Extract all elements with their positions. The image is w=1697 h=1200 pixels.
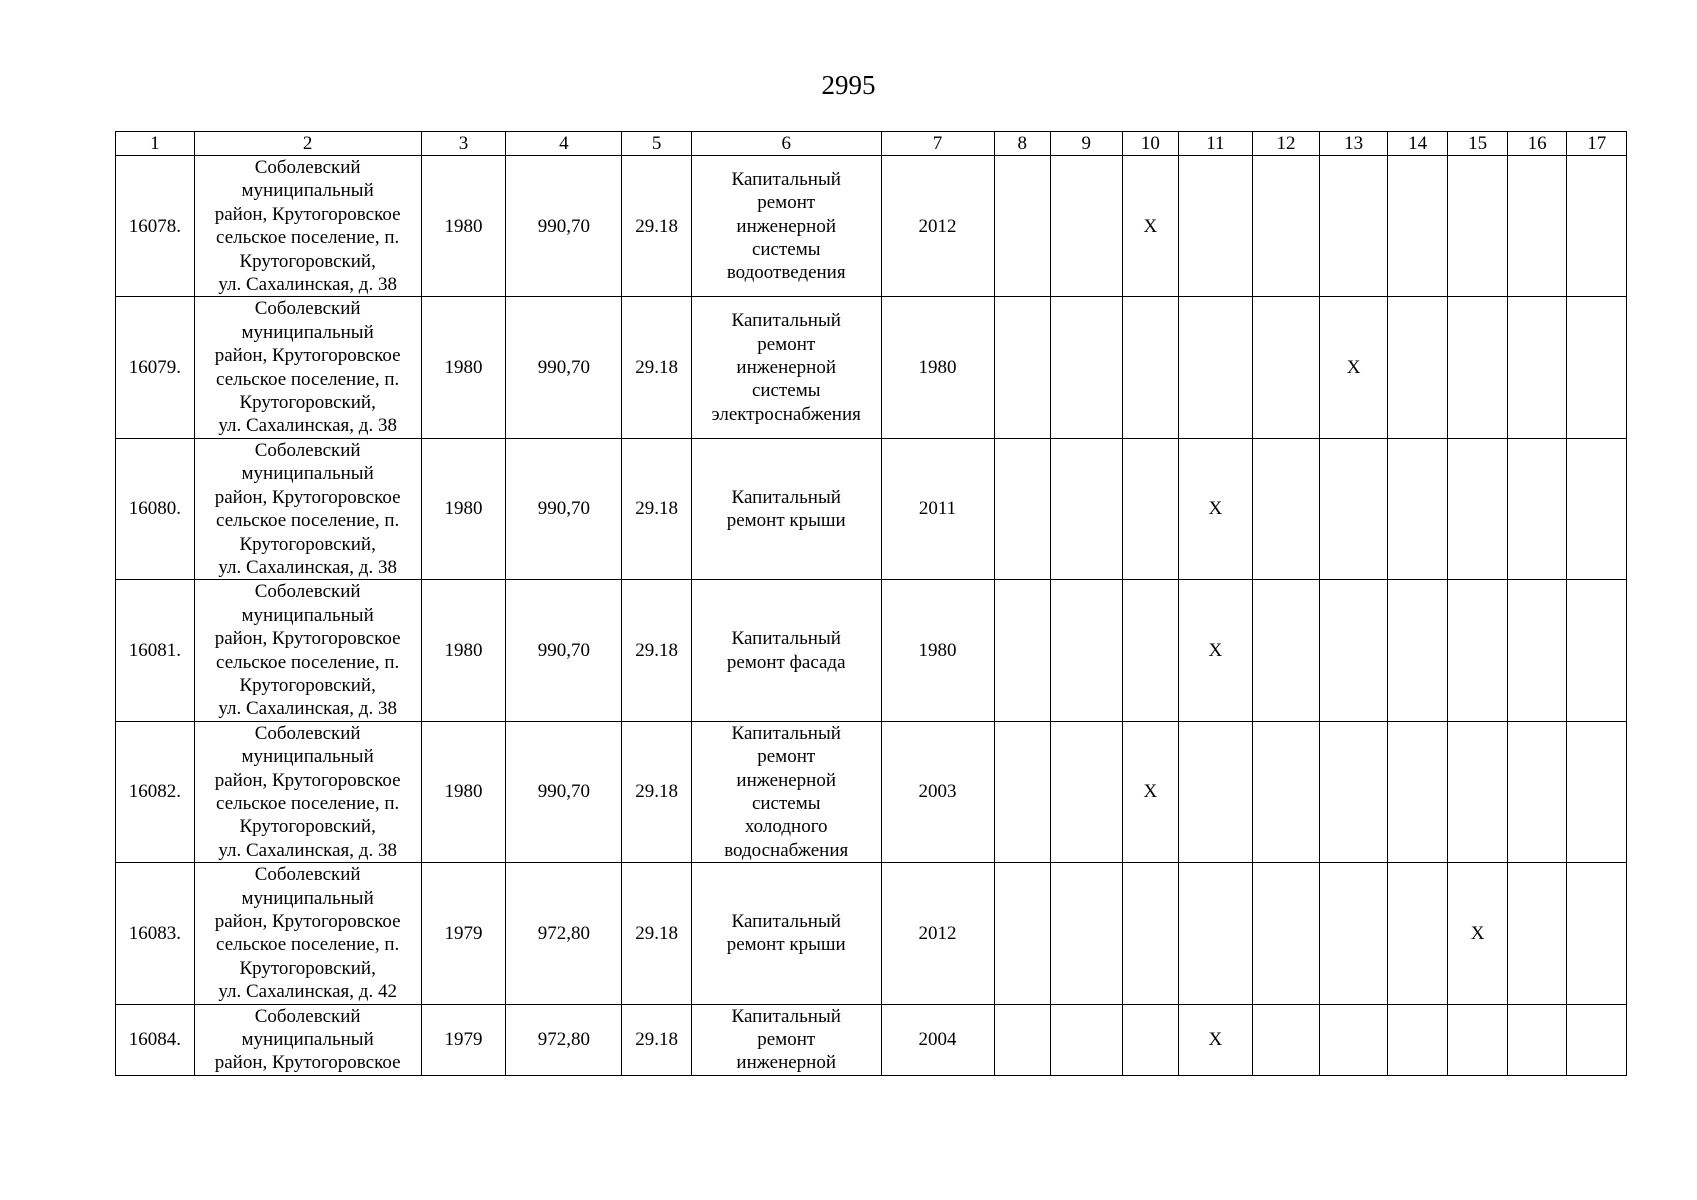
build-year-cell: 1980	[421, 297, 506, 438]
column-header: 1	[116, 132, 195, 156]
period-mark-cell: X	[1448, 863, 1508, 1004]
address-line: Соболевский	[254, 157, 361, 178]
period-cell	[1179, 863, 1253, 1004]
table-row	[116, 438, 1627, 579]
address-line: муниципальный	[241, 463, 374, 485]
row-number-cell: 16080.	[116, 438, 195, 579]
column-number-header	[116, 132, 1627, 156]
work-type-line: холодного	[744, 816, 828, 838]
address-line: ул. Сахалинская, д. 38	[218, 274, 397, 296]
address-line: ул. Сахалинская, д. 38	[218, 839, 397, 861]
address-line: Соболевский	[254, 439, 361, 461]
address-line: Соболевский	[254, 1005, 361, 1027]
row-number-cell: 16084.	[116, 1004, 195, 1075]
area-cell: 972,80	[506, 863, 622, 1004]
address-line: Крутогоровский,	[239, 533, 376, 555]
period-cell	[1387, 721, 1448, 862]
address-line: район, Крутогоровское	[214, 769, 401, 791]
address-cell	[194, 438, 421, 579]
period-cell	[1507, 156, 1567, 297]
area-cell: 990,70	[506, 297, 622, 438]
address-line: муниципальный	[241, 180, 374, 202]
code-cell: 29.18	[622, 156, 692, 297]
area-cell: 990,70	[506, 721, 622, 862]
period-cell	[1567, 580, 1627, 721]
work-type-line: ремонт	[757, 746, 816, 768]
period-cell	[1448, 297, 1508, 438]
build-year-cell: 1980	[421, 580, 506, 721]
column-header: 2	[194, 132, 421, 156]
period-cell	[1567, 297, 1627, 438]
period-cell	[1387, 1004, 1448, 1075]
address-cell	[194, 863, 421, 1004]
last-repair-year-cell: 2004	[881, 1004, 994, 1075]
work-type-line: Капитальный	[731, 168, 841, 190]
address-cell	[194, 156, 421, 297]
period-cell	[1448, 1004, 1508, 1075]
row-number-cell: 16079.	[116, 297, 195, 438]
address-line: сельское поселение, п.	[216, 368, 400, 390]
build-year-cell: 1980	[421, 438, 506, 579]
work-type-line: системы	[751, 238, 821, 260]
period-cell	[1320, 438, 1388, 579]
address-line: Соболевский	[254, 864, 361, 886]
period-cell	[1179, 297, 1253, 438]
period-cell	[1507, 297, 1567, 438]
work-type-line: Капитальный	[731, 911, 841, 932]
period-cell	[1122, 297, 1178, 438]
period-cell	[1252, 1004, 1320, 1075]
period-cell	[994, 863, 1050, 1004]
period-mark-cell: X	[1179, 438, 1253, 579]
column-header: 16	[1507, 132, 1567, 156]
work-type-line: системы	[751, 792, 821, 814]
address-line: муниципальный	[241, 604, 374, 626]
period-cell	[1252, 156, 1320, 297]
column-header: 3	[421, 132, 506, 156]
work-type-line: ремонт фасада	[726, 651, 846, 673]
period-cell	[1387, 156, 1448, 297]
address-line: ул. Сахалинская, д. 42	[218, 981, 397, 1003]
address-line: Крутогоровский,	[239, 957, 376, 979]
code-cell: 29.18	[622, 1004, 692, 1075]
work-type-line: Капитальный	[731, 1005, 841, 1027]
table-row	[116, 863, 1627, 1004]
work-type-cell	[691, 438, 881, 579]
work-type-cell	[691, 863, 881, 1004]
address-line: район, Крутогоровское	[214, 486, 401, 508]
period-cell	[1507, 438, 1567, 579]
code-cell: 29.18	[622, 721, 692, 862]
period-cell	[994, 580, 1050, 721]
column-header: 8	[994, 132, 1050, 156]
work-type-line: системы	[751, 380, 821, 402]
period-cell	[1252, 863, 1320, 1004]
period-cell	[1122, 438, 1178, 579]
address-line: Соболевский	[254, 298, 361, 320]
period-cell	[1252, 721, 1320, 862]
period-cell	[1387, 297, 1448, 438]
period-cell	[1567, 721, 1627, 862]
column-header: 6	[691, 132, 881, 156]
work-type-line: Капитальный	[731, 310, 841, 332]
last-repair-year-cell: 2012	[881, 156, 994, 297]
period-cell	[994, 156, 1050, 297]
column-header: 15	[1448, 132, 1508, 156]
period-cell	[1050, 1004, 1122, 1075]
table-row	[116, 1004, 1627, 1075]
work-type-cell	[691, 1004, 881, 1075]
period-cell	[1567, 863, 1627, 1004]
work-type-line: Капитальный	[731, 628, 841, 650]
period-cell	[994, 297, 1050, 438]
work-type-cell	[691, 297, 881, 438]
table-row	[116, 580, 1627, 721]
period-mark-cell: X	[1179, 1004, 1253, 1075]
address-line: район, Крутогоровское	[214, 911, 401, 932]
table-row	[116, 156, 1627, 297]
column-header: 5	[622, 132, 692, 156]
address-line: Соболевский	[254, 722, 361, 744]
period-cell	[1050, 721, 1122, 862]
last-repair-year-cell: 2003	[881, 721, 994, 862]
address-line: сельское поселение, п.	[216, 510, 400, 532]
address-line: район, Крутогоровское	[214, 203, 401, 225]
period-cell	[1320, 863, 1388, 1004]
work-type-line: инженерной	[736, 356, 837, 378]
code-cell: 29.18	[622, 863, 692, 1004]
area-cell: 990,70	[506, 156, 622, 297]
table-row	[116, 297, 1627, 438]
last-repair-year-cell: 2012	[881, 863, 994, 1004]
code-cell: 29.18	[622, 438, 692, 579]
work-type-line: ремонт крыши	[726, 510, 846, 532]
address-cell	[194, 721, 421, 862]
period-cell	[1050, 438, 1122, 579]
page-number: 2995	[821, 70, 876, 100]
period-cell	[1507, 1004, 1567, 1075]
period-cell	[1122, 1004, 1178, 1075]
period-cell	[1448, 721, 1508, 862]
address-cell	[194, 297, 421, 438]
address-line: ул. Сахалинская, д. 38	[218, 415, 397, 437]
work-type-cell	[691, 156, 881, 297]
row-number-cell: 16082.	[116, 721, 195, 862]
code-cell: 29.18	[622, 580, 692, 721]
address-line: муниципальный	[241, 1029, 374, 1051]
address-line: район, Крутогоровское	[214, 628, 401, 650]
column-header: 14	[1387, 132, 1448, 156]
address-line: муниципальный	[241, 746, 374, 768]
period-cell	[1179, 156, 1253, 297]
address-line: сельское поселение, п.	[216, 792, 400, 814]
period-cell	[1448, 438, 1508, 579]
address-line: Крутогоровский,	[239, 674, 376, 696]
area-cell: 990,70	[506, 580, 622, 721]
work-type-line: ремонт	[757, 1029, 816, 1051]
address-cell	[194, 580, 421, 721]
build-year-cell: 1979	[421, 863, 506, 1004]
period-cell	[1448, 580, 1508, 721]
work-type-line: ремонт	[757, 192, 816, 214]
period-cell	[1122, 863, 1178, 1004]
address-line: район, Крутогоровское	[214, 345, 401, 367]
work-type-cell	[691, 721, 881, 862]
period-mark-cell: X	[1320, 297, 1388, 438]
area-cell: 990,70	[506, 438, 622, 579]
work-type-line: инженерной	[736, 1052, 837, 1074]
address-line: Крутогоровский,	[239, 250, 376, 272]
period-cell	[1320, 156, 1388, 297]
work-type-line: ремонт крыши	[726, 934, 846, 956]
column-header: 12	[1252, 132, 1320, 156]
period-mark-cell: X	[1122, 721, 1178, 862]
repair-schedule-table	[115, 131, 1627, 1076]
period-cell	[1567, 1004, 1627, 1075]
build-year-cell: 1980	[421, 721, 506, 862]
build-year-cell: 1980	[421, 156, 506, 297]
work-type-line: водоснабжения	[724, 839, 849, 861]
period-cell	[1567, 438, 1627, 579]
column-header: 13	[1320, 132, 1388, 156]
row-number-cell: 16083.	[116, 863, 195, 1004]
last-repair-year-cell: 1980	[881, 580, 994, 721]
period-cell	[1320, 721, 1388, 862]
period-cell	[1507, 863, 1567, 1004]
area-cell: 972,80	[506, 1004, 622, 1075]
column-header: 9	[1050, 132, 1122, 156]
table-body	[116, 132, 1627, 1076]
column-header: 11	[1179, 132, 1253, 156]
period-cell	[1179, 721, 1253, 862]
period-cell	[1387, 580, 1448, 721]
period-cell	[1320, 580, 1388, 721]
period-cell	[1448, 156, 1508, 297]
address-line: Крутогоровский,	[239, 816, 376, 838]
period-mark-cell: X	[1122, 156, 1178, 297]
period-cell	[1387, 863, 1448, 1004]
work-type-line: Капитальный	[731, 722, 841, 744]
period-cell	[1507, 580, 1567, 721]
code-cell: 29.18	[622, 297, 692, 438]
work-type-line: электроснабжения	[711, 403, 861, 425]
address-line: Соболевский	[254, 581, 361, 603]
column-header: 7	[881, 132, 994, 156]
period-cell	[994, 1004, 1050, 1075]
address-line: район, Крутогоровское	[214, 1052, 401, 1074]
column-header: 4	[506, 132, 622, 156]
work-type-cell	[691, 580, 881, 721]
address-line: Крутогоровский,	[239, 392, 376, 414]
address-line: сельское поселение, п.	[216, 934, 400, 956]
column-header: 17	[1567, 132, 1627, 156]
address-line: муниципальный	[241, 321, 374, 343]
last-repair-year-cell: 2011	[881, 438, 994, 579]
period-cell	[1252, 580, 1320, 721]
work-type-line: инженерной	[736, 769, 837, 791]
address-line: ул. Сахалинская, д. 38	[218, 556, 397, 578]
table-row	[116, 721, 1627, 862]
work-type-line: инженерной	[736, 215, 837, 237]
address-line: муниципальный	[241, 887, 374, 909]
row-number-cell: 16078.	[116, 156, 195, 297]
row-number-cell: 16081.	[116, 580, 195, 721]
period-mark-cell: X	[1179, 580, 1253, 721]
period-cell	[1507, 721, 1567, 862]
last-repair-year-cell: 1980	[881, 297, 994, 438]
period-cell	[1252, 297, 1320, 438]
period-cell	[1050, 580, 1122, 721]
address-line: сельское поселение, п.	[216, 227, 400, 249]
period-cell	[1050, 297, 1122, 438]
period-cell	[1252, 438, 1320, 579]
period-cell	[1050, 156, 1122, 297]
work-type-line: ремонт	[757, 333, 816, 355]
work-type-line: Капитальный	[731, 486, 841, 508]
period-cell	[1050, 863, 1122, 1004]
period-cell	[994, 438, 1050, 579]
build-year-cell: 1979	[421, 1004, 506, 1075]
address-cell	[194, 1004, 421, 1075]
period-cell	[1387, 438, 1448, 579]
column-header: 10	[1122, 132, 1178, 156]
address-line: ул. Сахалинская, д. 38	[218, 698, 397, 720]
period-cell	[1122, 580, 1178, 721]
period-cell	[1567, 156, 1627, 297]
period-cell	[994, 721, 1050, 862]
address-line: сельское поселение, п.	[216, 651, 400, 673]
work-type-line: водоотведения	[726, 262, 846, 284]
period-cell	[1320, 1004, 1388, 1075]
